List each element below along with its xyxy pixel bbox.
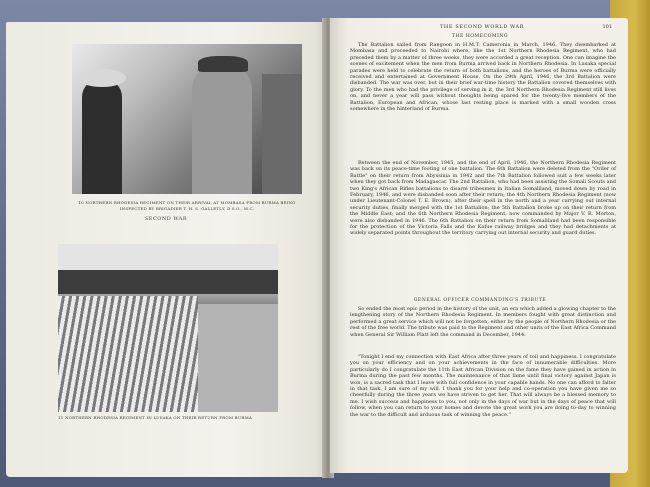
paragraph: The Battalion sailed from Rangoon in H.M.T. Cameronia in March, 1946. They disembarked at Mombasa and proceeded to Nairobi where, like the 1st Northern Rhodesia Regiment, who had preceded them by a matter of three weeks, they were accorded a great reception. One can imagine the scenes of excitement when the men from Burma arrived back in Northern Rhodesia. In Lusaka special parades were held to celebrate the return of both battalions, and the heroes of Burma were officially received and entertained at Government House. On the 29th April, 1946, the 3rd Battalion were disbanded. The war was over, but in their brief war-time history the Battalion covered themselves with glory. To the men who had the privilege of serving in it, the 3rd Northern Rhodesia Regiment still lives on, and never a year will pass without thoughts being spared for the twenty-five members of the Battalion, European and African, whose last resting place is marked with a small wooden cross somewhere in the hinterland of Burma. — [350, 42, 616, 113]
plate-title: SECOND WAR — [144, 216, 188, 222]
paragraph: So ended the most epic period in the history of the unit, an era which added a glowing chapter to the lengthening story of the Northern Rhodesia Regiment. In members fought with great distinction and performed a great service which will not be forgotten, either by the people of Northern Rhodesia or the rest of the free world. The tribute was paid to the Regiment and other units of the East Africa Command when General Sir William Platt left the command in December, 1944: — [350, 306, 616, 338]
left-page — [6, 22, 328, 477]
photo-caption: 11 NORTHERN RHODESIA REGIMENT IN LUSAKA ON THEIR RETURN FROM BURMA — [58, 415, 252, 420]
page-number: 101 — [602, 24, 612, 30]
section-heading: GENERAL OFFICER COMMANDING'S TRIBUTE — [413, 298, 547, 303]
photo-inspection — [72, 44, 302, 194]
paragraph: "Tonight I end my connection with East Africa after three years of toil and happiness. I congratulate you on your efficiency and on your achievements in the face of innumerable difficulties. More particularly do I congratulate the 11th East African Division on the fame they have gained in action in Burma during the past few months. The maintenance of that fame until final victory against Japan is won, is a sacred task that I leave with full confidence in your capable hands. No one can afford to falter in that task. I am sure of my will. I thank you for your help and co-operation you have given me so cheerfully during the three years we have striven to get her. That will always be a blessed memory to me. I wish success and happiness to you, not only in the days of war but in the days of peace that will follow, when you can return to your homes and devote the great work you are doing to-day to winning the war to the difficult and arduous task of winning the peace." — [350, 354, 616, 418]
photo-parade — [58, 244, 278, 412]
section-heading: THE HOMECOMING — [451, 34, 509, 39]
paragraph: Between the end of November, 1945, and the end of April, 1946, the Northern Rhodesia Regiment was back on its peace-time footing of one battalion. The 6th Battalion were deleted from the "Order of Battle" on their return from Abyssinia in 1942 and the 7th Battalion followed suit a few weeks later when they got back from Madagascar. The 2nd Battalion, who had been assisting the Somali Scouts and two King's African Rifles battalions to disarm tribesmen in Italian Somaliland, moved down by road in February, 1946, and were disbanded soon after their return; the 4th Northern Rhodesia Regiment (now under Lieutenant-Colonel T. E. Brown), after their spell in the north and a year carrying out internal security duties, finally merged with the 1st Battalion; the 5th Battalion broke up on their return from the Middle East; and the 6th Northern Rhodesia Regiment, now commanded by Major V. R. Morton, were also disbanded in 1946. The 6th Battalion on their return from Somaliland had been responsible for the protection of the Victoria Falls and the Kafue railway bridges and they had detachments at widely separated points throughout the territory carrying out internal security and guard duties. — [350, 160, 616, 237]
right-page — [330, 18, 628, 473]
running-head: THE SECOND WORLD WAR — [440, 24, 525, 30]
photo-caption: 10 NORTHERN RHODESIA REGIMENT ON THEIR ARRIVAL AT MOMBASA FROM BURMA BEING INSPECTED BY BRIGADIER T. H. S. GALLETLY, D.S.O., M.C. — [78, 200, 296, 211]
